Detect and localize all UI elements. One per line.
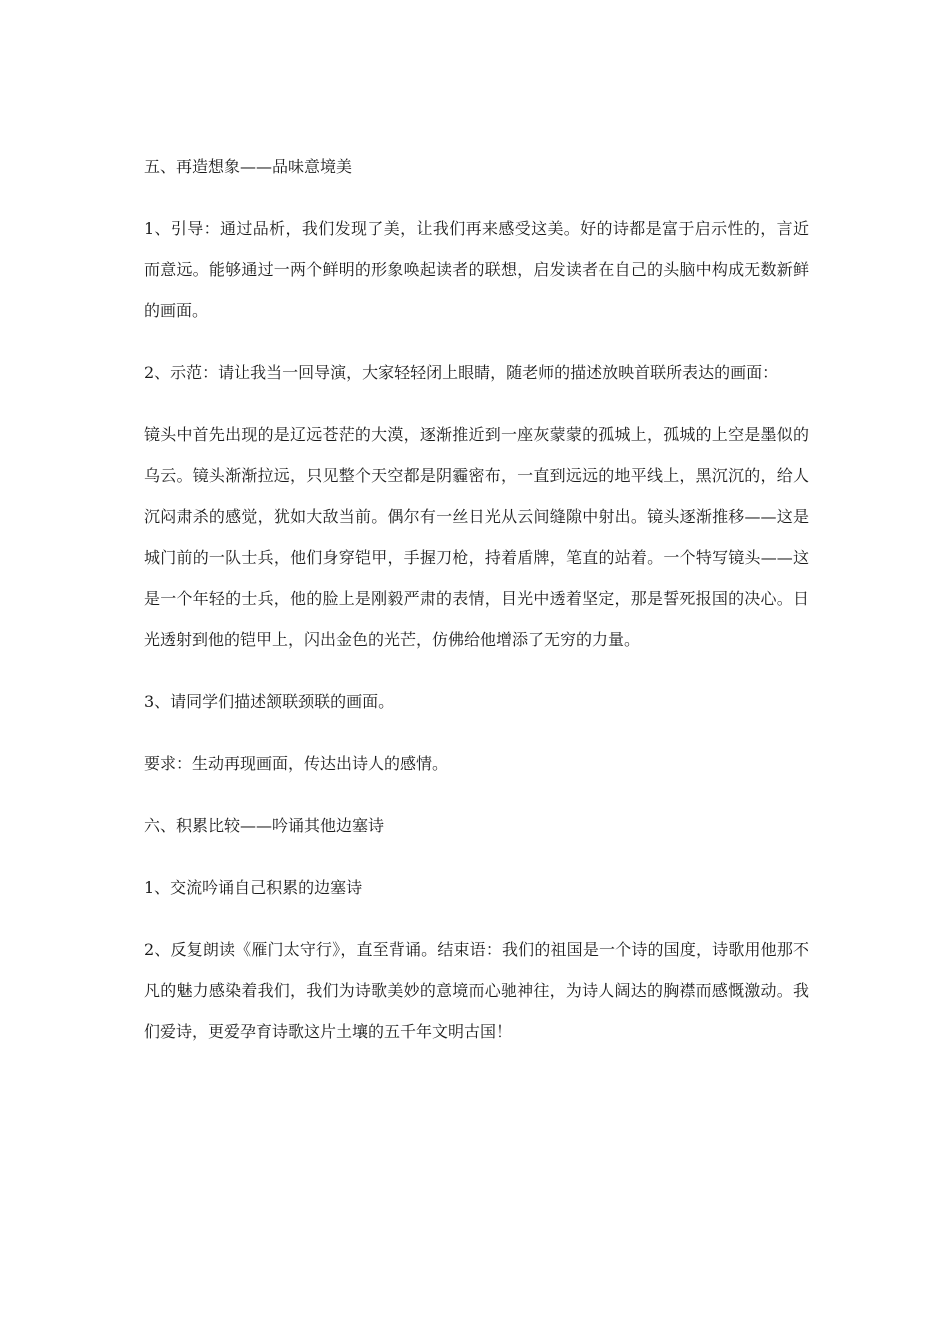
document-body bbox=[144, 146, 809, 1073]
paragraph-conclusion: 2、反复朗读《雁门太守行》，直至背诵。结束语：我们的祖国是一个诗的国度，诗歌用他那不凡的魅力感染着我们，我们为诗歌美妙的意境而心驰神往，为诗人阔达的胸襟而感慨激动。我们爱诗，更爱孕育诗歌这片土壤的五千年文明古国！ bbox=[144, 940, 809, 1041]
paragraph-requirement: 要求：生动再现画面，传达出诗人的感情。 bbox=[144, 754, 449, 773]
paragraph-guide: 1、引导：通过品析，我们发现了美，让我们再来感受这美。好的诗都是富于启示性的，言近而意远。能够通过一两个鲜明的形象唤起读者的联想，启发读者在自己的头脑中构成无数新鲜的画面。 bbox=[144, 219, 809, 320]
section-heading-five: 五、再造想象——品味意境美 bbox=[144, 157, 353, 176]
paragraph-scene-description: 镜头中首先出现的是辽远苍茫的大漠，逐渐推近到一座灰蒙蒙的孤城上，孤城的上空是墨似的乌云。镜头渐渐拉远，只见整个天空都是阴霾密布，一直到远远的地平线上，黑沉沉的，给人沉闷肃杀的感觉，犹如大敌当前。偶尔有一丝日光从云间缝隙中射出。镜头逐渐推移——这是城门前的一队士兵，他们身穿铠甲，手握刀枪，持着盾牌，笔直的站着。一个特写镜头——这是一个年轻的士兵，他的脸上是刚毅严肃的表情，目光中透着坚定，那是誓死报国的决心。日光透射到他的铠甲上，闪出金色的光芒，仿佛给他增添了无穷的力量。 bbox=[144, 425, 809, 649]
paragraph-demonstration: 2、示范：请让我当一回导演，大家轻轻闭上眼睛，随老师的描述放映首联所表达的画面： bbox=[144, 363, 779, 382]
section-heading-six: 六、积累比较——吟诵其他边塞诗 bbox=[144, 816, 385, 835]
paragraph-exchange: 1、交流吟诵自己积累的边塞诗 bbox=[144, 878, 363, 897]
paragraph-task: 3、请同学们描述颔联颈联的画面。 bbox=[144, 692, 395, 711]
